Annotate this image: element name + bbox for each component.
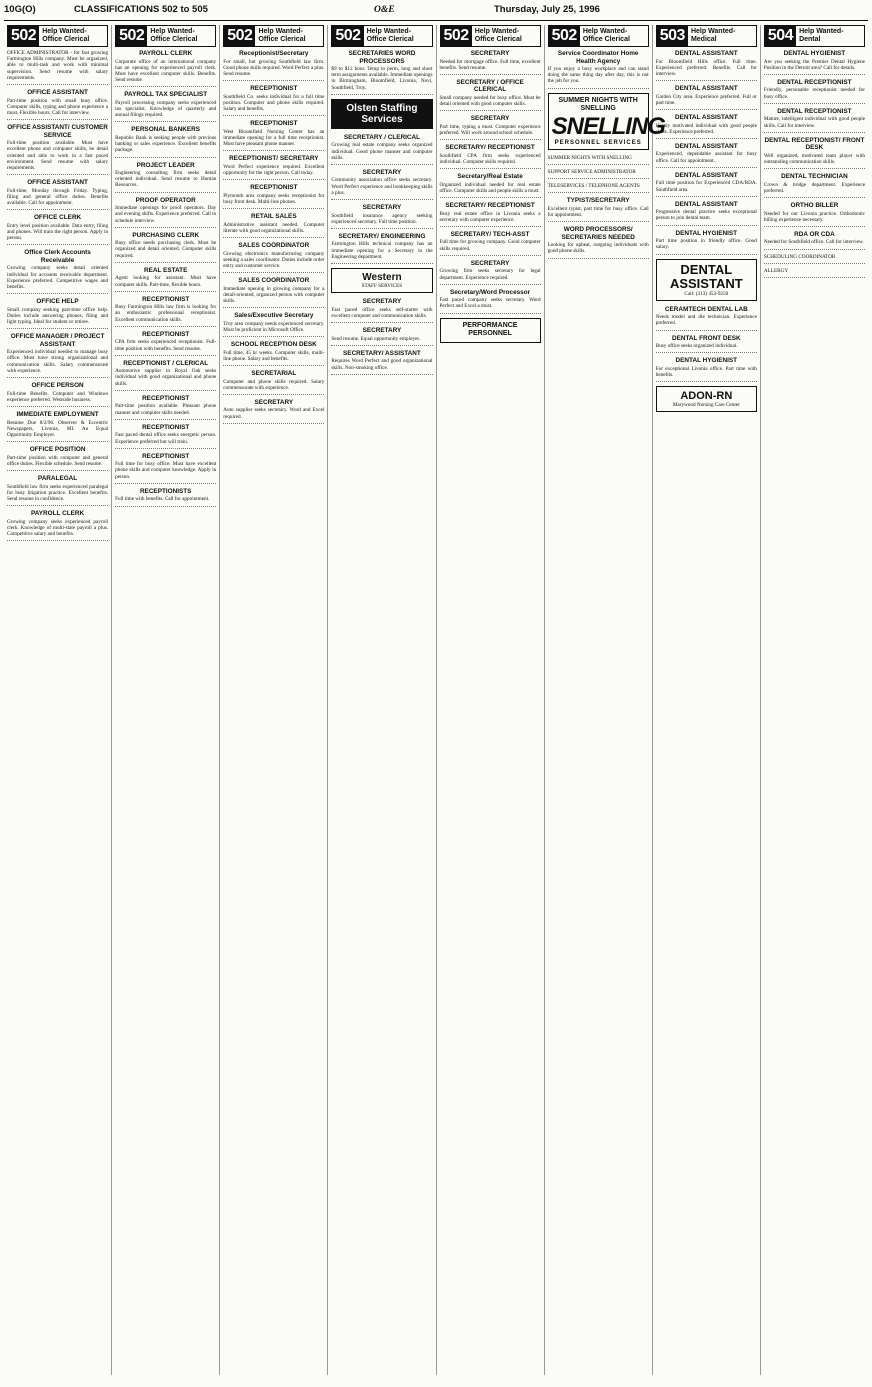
ad-title: PURCHASING CLERK	[132, 231, 200, 239]
adon-headline: ADON-RN	[680, 390, 733, 403]
ad-body: Full time with benefits. Call for appointment.	[115, 496, 210, 503]
category-label: Help Wanted- Office Clerical	[258, 28, 306, 43]
classified-ad	[115, 197, 216, 228]
dental-display-headline: DENTAL ASSISTANT	[669, 261, 743, 291]
ad-title: OFFICE HELP	[36, 298, 79, 306]
ad-title: SECRETARY	[362, 168, 402, 176]
ad-title: DENTAL HYGIENIST	[675, 357, 738, 365]
ad-body: Farmington Hills technical company has an immediate opening for a Secretary in the Engineering department.	[331, 241, 433, 260]
ad-body: Word Perfect experience required. Excellent opportunity for the right person. Call today.	[223, 163, 325, 177]
ad-body: Organized individual needed for real estate office. Computer skills and people skills a must.	[439, 181, 541, 194]
ad-title: OFFICE ASSISTANT/ CUSTOMER SERVICE	[7, 124, 108, 139]
ad-body: Southfield CPA firm seeks experienced individual. Computer skills required.	[439, 152, 541, 165]
classified-ad	[656, 335, 757, 354]
category-label: Help Wanted- Office Clerical	[474, 28, 522, 43]
ad-body: Fast paced dental office seeks energetic person. Experience preferred but will train.	[115, 432, 217, 445]
ad-title: RECEPTIONIST / CLERICAL	[123, 359, 209, 367]
category-label: Help Wanted- Office Clerical	[582, 28, 630, 43]
ad-title: PAYROLL TAX SPECIALIST	[124, 91, 208, 99]
adon-sub: Marywood Nursing Care Center	[672, 402, 740, 409]
classified-ad	[656, 230, 757, 255]
ad-title: SECRETARIAL	[251, 370, 297, 378]
ad-body: Highly motivated individual with good people skills. Experience preferred.	[655, 122, 757, 135]
classified-ad	[331, 50, 432, 95]
ad-body: Part time, typing a must. Computer experience preferred. Will work around school schedule.	[439, 123, 541, 137]
ad-title: Service Coordinator Home Health Agency	[557, 50, 639, 65]
classified-column	[653, 25, 761, 1375]
classified-ad	[7, 89, 108, 120]
category-number: 502	[116, 26, 147, 46]
ad-body: SCHEDULING COORDINATOR	[763, 253, 836, 260]
ad-title: PARALEGAL	[37, 475, 78, 483]
classified-ad	[656, 143, 757, 168]
category-number: 502	[549, 26, 580, 46]
classified-ad	[7, 446, 108, 471]
ad-body: Excellent typist, part time for busy office. Call for appointment.	[547, 205, 649, 218]
category-number: 503	[657, 26, 688, 46]
ad-body: Small company needed for busy office. Must be detail oriented with good computer skills.	[439, 94, 541, 108]
classified-ad	[223, 50, 324, 81]
classified-ad	[7, 382, 108, 407]
ad-title: RECEPTIONIST	[142, 394, 190, 402]
classified-ad	[7, 249, 108, 294]
ad-title: PAYROLL CLERK	[30, 510, 85, 518]
ad-body: SUMMER NIGHTS WITH SNELLING	[547, 154, 632, 161]
classified-ad	[115, 395, 216, 420]
ad-body: Busy real estate office in Livonia seeks a secretary with computer experience.	[439, 210, 541, 223]
classified-ad	[223, 277, 324, 308]
classified-ad	[223, 155, 324, 180]
classified-ad	[115, 267, 216, 292]
ad-body: Fast paced company seeks secretary. Word Perfect and Excel a must.	[439, 297, 541, 310]
ad-body: Looking for upbeat, outgoing individuals with good phone skills.	[547, 242, 649, 255]
ad-title: SECRETARY/ TECH-ASST	[450, 230, 530, 238]
ad-body: Mature, intelligent individual with good people skills. Call for interview.	[763, 116, 865, 129]
ad-title: PERSONAL BANKERS	[131, 126, 201, 134]
ad-title: DENTAL ASSISTANT	[675, 142, 738, 150]
classified-ad	[764, 173, 865, 198]
classified-ad	[7, 50, 108, 85]
ad-title: WORD PROCESSORS/ SECRETARIES NEEDED	[561, 226, 635, 241]
ad-title: CERAMTECH DENTAL LAB	[664, 305, 748, 313]
classified-ad	[656, 306, 757, 331]
ad-body: Part-time position available. Pleasant phone manner and computer skills needed.	[115, 403, 217, 416]
ad-body: Republic Bank is seeking people with previous banking or sales experience. Excellent benefits package.	[115, 134, 217, 154]
ad-title: RECEPTIONIST	[142, 295, 190, 303]
ad-title: PROJECT LEADER	[136, 161, 195, 169]
ad-title: RECEPTIONIST/ SECRETARY	[229, 155, 319, 163]
ad-title: SALES COORDINATOR	[238, 242, 310, 250]
classified-ad	[115, 91, 216, 122]
ad-body: Needed for Southfield office. Call for interview.	[763, 239, 864, 246]
ad-body: Full-time position available. Must have excellent phone and computer skills, be detail oriented and able to work in a fast paced environment. Send resume with salary requirements.	[7, 140, 109, 171]
classified-ad	[7, 298, 108, 329]
classified-ad	[115, 126, 216, 157]
ad-title: SECRETARY	[362, 298, 402, 306]
classified-column	[545, 25, 665, 1375]
ad-title: SECRETARY	[470, 50, 510, 57]
ad-title: DENTAL ASSISTANT	[675, 114, 738, 122]
ad-body: Full-time, Monday through Friday. Typing, filing and general office duties. Benefits available. Call for appointment.	[7, 187, 109, 207]
classified-ad	[331, 233, 432, 264]
ad-title: SECRETARY/ ENGINEERING	[338, 232, 426, 240]
page-header	[4, 4, 868, 21]
display-ad	[656, 386, 757, 412]
ad-title: DENTAL FRONT DESK	[671, 334, 741, 342]
classified-ad	[223, 370, 324, 395]
ad-title: RECEPTIONIST	[142, 423, 190, 431]
ad-body: Are you seeking the Premier Dental Hygiene Position in the Detroit area? Call for details.	[763, 58, 865, 71]
classified-ad	[331, 134, 432, 165]
ad-title: SECRETARY / OFFICE CLERICAL	[456, 78, 524, 94]
classified-ad	[548, 155, 649, 165]
ad-body: Fast paced office seeks self-starter with excellent computer and communication skills.	[331, 306, 433, 319]
ad-title: Sales/Executive Secretary	[234, 312, 314, 320]
category-heading	[115, 25, 216, 47]
classified-ad	[656, 85, 757, 110]
classified-ad	[115, 162, 216, 193]
ad-body: Immediate openings for proof operators. Day and evening shifts. Experience preferred. Call to schedule interview.	[115, 205, 217, 224]
ad-body: Troy area company needs experienced secretary. Must be proficient in Microsoft Office.	[223, 320, 325, 333]
category-heading	[548, 25, 649, 47]
classified-ad	[548, 183, 649, 193]
ad-title: DENTAL HYGIENIST	[675, 229, 738, 237]
ad-title: REAL ESTATE	[144, 266, 188, 274]
ad-body: For Bloomfield Hills office. Full time. Experienced preferred. Benefits. Call for interview.	[655, 58, 757, 77]
classified-ad	[656, 201, 757, 226]
category-heading	[223, 25, 324, 47]
ad-title: SALES COORDINATOR	[238, 277, 310, 285]
category-number: 504	[765, 26, 796, 46]
ad-title: Secretary/Word Processor	[449, 288, 531, 296]
classified-ad	[223, 399, 324, 424]
ad-title: DENTAL ASSISTANT	[675, 50, 738, 57]
ad-title: RECEPTIONIST	[250, 184, 298, 192]
ad-title: PROOF OPERATOR	[135, 196, 196, 204]
classified-ad	[764, 231, 865, 250]
classified-ad	[656, 172, 757, 197]
ad-title: RECEPTIONISTS	[139, 487, 192, 495]
ad-title: SECRETARY / CLERICAL	[343, 133, 421, 141]
classified-ad	[223, 85, 324, 116]
classified-ad	[548, 50, 649, 89]
classified-ad	[7, 179, 108, 210]
ad-body: Auto supplier seeks secretary. Word and Excel required.	[223, 407, 325, 420]
classified-ad	[656, 357, 757, 382]
ad-body: Growing real estate company seeks organized individual. Good phone manner and computer skills.	[331, 142, 433, 161]
ad-title: Receptionist/Secretary	[239, 50, 309, 57]
ad-body: Payroll processing company seeks experienced tax specialist. Knowledge of quarterly and annual filings required.	[115, 99, 217, 119]
classified-ad	[223, 120, 324, 151]
classified-column	[761, 25, 868, 1375]
classified-ad	[7, 124, 108, 175]
ad-title: Office Clerk Accounts Receivable	[24, 249, 91, 264]
ad-body: Full time position for Experienced CDA/RDA. Southfield area.	[655, 180, 757, 193]
classified-ad	[223, 213, 324, 238]
ad-body: Growing firm seeks secretary for legal department. Experience required.	[439, 268, 541, 281]
ad-body: SUPPORT SERVICE ADMINISTRATOR	[547, 168, 636, 175]
category-label: Help Wanted- Office Clerical	[150, 28, 198, 43]
classified-ad	[764, 268, 865, 278]
dental-display-phone: Call: (313) 453-9250	[684, 290, 729, 297]
classified-ad	[7, 214, 108, 245]
ad-title: RDA OR CDA	[794, 230, 835, 238]
classified-ad	[440, 173, 541, 198]
ad-body: Immediate opening in growing company for a detail-oriented, organized person with computer skills.	[223, 285, 325, 305]
ad-body: Crown & bridge department. Experience preferred.	[763, 181, 865, 194]
ad-body: Busy office seeks organized individual.	[655, 343, 738, 350]
page-number: 10G(O)	[4, 4, 36, 15]
ad-title: OFFICE PERSON	[31, 382, 84, 390]
ad-body: Computer and phone skills required. Salary commensurate with experience.	[223, 378, 325, 391]
ad-body: Needed for our Livonia practice. Orthodontic billing experience necessary.	[763, 210, 865, 223]
classified-ad	[331, 298, 432, 323]
display-ad	[548, 93, 665, 150]
ad-body: Community association office seeks secretary. Word Perfect experience and bookkeeping skills a plus.	[331, 177, 433, 196]
ad-body: Needs model and die technician. Experience preferred.	[655, 314, 757, 327]
classified-ad	[331, 350, 432, 375]
classified-ad	[440, 231, 541, 256]
ad-title: SECRETARY	[470, 259, 510, 267]
category-heading	[656, 25, 757, 47]
ad-body: Experienced, dependable assistant for busy office. Call for appointment.	[655, 151, 757, 164]
ad-title: DENTAL ASSISTANT	[675, 200, 738, 208]
classified-ad	[7, 475, 108, 506]
ad-body: Well organized, motivated team player with outstanding communication skills.	[763, 152, 865, 165]
ad-body: Growing electronics manufacturing company seeking a sales coordinator. Duties include order entry and customer service.	[223, 250, 325, 269]
classified-ad	[764, 137, 865, 169]
ad-body: Southfield Co. seeks individual for a full time position. Computer and phone skills required. Salary and benefits.	[223, 93, 325, 113]
ad-title: SECRETARY	[254, 398, 294, 406]
ad-body: Engineering consulting firm seeks detail oriented individual. Send resume to Human Resources.	[115, 170, 217, 189]
classified-ad	[223, 184, 324, 209]
classified-ad	[7, 411, 108, 442]
ad-title: ORTHO BILLER	[790, 202, 839, 210]
display-ad	[331, 99, 432, 129]
classified-ad	[656, 114, 757, 139]
category-label: Help Wanted- Office Clerical	[42, 28, 90, 43]
ad-body: Part-time position with computer and general office duties. Flexible schedule. Send resume.	[7, 454, 109, 467]
ad-title: SECRETARIES WORD PROCESSORS	[348, 50, 416, 65]
section-title: CLASSIFICATIONS 502 to 505	[74, 4, 208, 15]
classified-ad	[764, 79, 865, 104]
ad-title: SECRETARY/ RECEPTIONIST	[445, 144, 535, 152]
classified-ad	[440, 115, 541, 140]
classified-columns	[4, 25, 868, 1375]
category-label: Help Wanted- Dental	[799, 28, 844, 43]
ad-body: Small company seeking part-time office help. Duties include answering phones, filing and light typing. Ideal for student or retiree.	[7, 306, 109, 326]
ad-title: SCHOOL RECEPTION DESK	[230, 341, 317, 349]
ad-body: Agent looking for assistant. Must have computer skills. Part-time, flexible hours.	[115, 275, 217, 288]
ad-body: Busy office needs purchasing clerk. Must be organized and detail oriented. Computer skills required.	[115, 240, 217, 259]
ad-body: Growing company seeks detail oriented individual for accounts receivable department. Experience preferred. Competitive wages and benefits.	[7, 265, 109, 290]
ad-body: Garden City area. Experience preferred. Full or part time.	[655, 93, 757, 106]
ad-title: SECRETARY	[362, 327, 402, 335]
category-number: 502	[441, 26, 472, 46]
ad-body: TELESERVICES / TELEPHONE AGENTS	[547, 183, 640, 190]
western-logo: Western	[362, 272, 402, 284]
ad-title: DENTAL ASSISTANT	[675, 85, 738, 93]
classified-ad	[115, 50, 216, 87]
western-sub: STAFF SERVICES	[361, 283, 403, 290]
classified-ad	[548, 226, 649, 258]
snelling-headline: SUMMER NIGHTS WITH SNELLING	[558, 96, 638, 113]
display-ad	[656, 259, 757, 301]
ad-title: DENTAL RECEPTIONIST	[777, 107, 852, 115]
newspaper-name: O&E	[374, 5, 395, 15]
snelling-sub: PERSONNEL SERVICES	[554, 139, 642, 146]
ad-body: Full time for busy office. Must have excellent phone skills and computer knowledge. Apply in person.	[115, 461, 217, 480]
olsten-logo: Olsten Staffing Services	[346, 102, 418, 125]
ad-body: Entry level position available. Data entry, filing and phones. Will train the right person. Apply in person.	[7, 222, 109, 242]
ad-body: Part time position in friendly office. Good salary.	[655, 238, 757, 251]
classified-ad	[115, 488, 216, 507]
ad-title: DENTAL RECEPTIONIST	[777, 78, 852, 86]
classified-ad	[115, 331, 216, 356]
classified-column	[4, 25, 112, 1375]
ad-body: Full time, 45 hr weeks. Computer skills, multi-line phone. Salary and benefits.	[223, 349, 325, 362]
classified-ad	[223, 312, 324, 337]
classified-ad	[440, 79, 541, 111]
classified-ad	[115, 453, 216, 484]
classified-ad	[764, 50, 865, 75]
ad-title: SECRETARY	[470, 115, 510, 123]
ad-title: OFFICE ASSISTANT	[27, 89, 88, 97]
ad-body: Progressive dental practice seeks exceptional person to join dental team.	[655, 209, 757, 222]
classified-ad	[331, 327, 432, 346]
classified-ad	[764, 202, 865, 227]
ad-title: PAYROLL CLERK	[139, 50, 193, 57]
ad-title: Secretary/Real Estate	[457, 173, 523, 181]
ad-title: DENTAL HYGIENIST	[783, 50, 846, 57]
classified-ad	[7, 510, 108, 541]
ad-title: DENTAL ASSISTANT	[675, 171, 738, 179]
classified-ad	[115, 424, 216, 449]
category-label: Help Wanted- Office Clerical	[366, 28, 414, 43]
ad-body: Requires Word Perfect and good organizational skills. Non-smoking office.	[331, 358, 433, 371]
ad-title: SECRETARY/ ASSISTANT	[343, 349, 421, 357]
category-heading	[7, 25, 108, 47]
ad-body: Needed for mortgage office. Full time, excellent benefits. Send resume.	[439, 58, 541, 71]
ad-body: CPA firm seeks experienced receptionist. Full-time position with benefits. Send resume.	[115, 339, 217, 352]
ad-body: OFFICE ADMINISTRATOR - for fast growing Farmington Hills company. Must be organized, able to multi-task and work with minimal supervision. Send resume with salary requirements.	[7, 50, 109, 81]
ad-title: OFFICE MANAGER / PROJECT ASSISTANT	[10, 333, 105, 348]
ad-body: Friendly, personable receptionist needed for busy office.	[763, 87, 865, 100]
ad-title: SECRETARY/ RECEPTIONIST	[445, 202, 535, 210]
display-ad	[331, 268, 432, 293]
classified-column	[328, 25, 436, 1375]
classified-column	[220, 25, 328, 1375]
classified-ad	[548, 169, 649, 179]
display-ad	[440, 318, 541, 343]
category-heading	[440, 25, 541, 47]
ad-title: OFFICE POSITION	[29, 446, 86, 454]
ad-body: Administrative assistant needed. Computer literate with good organizational skills.	[223, 221, 325, 234]
ad-title: DENTAL TECHNICIAN	[781, 173, 848, 181]
classified-ad	[764, 254, 865, 264]
category-number: 502	[332, 26, 363, 46]
classified-ad	[548, 197, 649, 222]
ad-body: Plymouth area company seeks receptionist for busy front desk. Multi-line phones.	[223, 192, 325, 205]
ad-body: Corporate office of an international company has an opening for experienced payroll clerk. Must have excellent computer skills. Benefits. Send resume.	[115, 58, 217, 84]
category-heading	[764, 25, 865, 47]
snelling-logo: SNELLING	[551, 112, 665, 140]
classified-ad	[331, 204, 432, 229]
ad-body: Full time for growing company. Good computer skills required.	[439, 239, 541, 252]
classified-ad	[440, 50, 541, 75]
ad-body: For small, but growing Southfield law firm. Good phone skills required. Word Perfect a plus. Send resume.	[223, 58, 325, 77]
newspaper-page	[4, 4, 868, 1379]
ad-title: RETAIL SALES	[251, 213, 297, 221]
ad-body: Send resume. Equal opportunity employer.	[331, 335, 421, 342]
classified-ad	[223, 242, 324, 273]
ad-title: RECEPTIONIST	[250, 120, 298, 128]
ad-body: West Bloomfield Nursing Center has an immediate opening for a full time receptionist. Must have pleasant phone manner.	[223, 128, 325, 148]
classified-ad	[223, 341, 324, 366]
ad-body: Busy Farmington Hills law firm is looking for an enthusiastic professional receptionist. Excellent communication skills.	[115, 304, 217, 323]
ad-body: Automotive supplier in Royal Oak seeks individual with good organizational and phone skills.	[115, 368, 217, 387]
ad-title: OFFICE CLERK	[33, 214, 82, 222]
ad-title: OFFICE ASSISTANT	[27, 179, 88, 187]
ad-body: For exceptional Livonia office. Part time with benefits.	[655, 365, 757, 379]
ad-body: Southfield law firm seeks experienced paralegal for busy litigation practice. Excellent benefits. Send resume in confidence.	[7, 483, 109, 502]
performance-logo: PERFORMANCE PERSONNEL	[462, 321, 518, 338]
ad-body: If you enjoy a busy workplace and can stand doing the same thing day after day, this is not the job for you.	[547, 66, 649, 85]
ad-body: Part-time position with small busy office. Computer skills, typing and phone experience a must. Flexible hours. Call for interview.	[7, 97, 109, 116]
ad-title: TYPIST/SECRETARY	[566, 197, 630, 205]
classified-ad	[656, 50, 757, 81]
ad-title: IMMEDIATE EMPLOYMENT	[16, 411, 99, 418]
ad-body: Southfield insurance agency seeking experienced secretary. Full time position.	[331, 212, 433, 225]
classified-ad	[440, 260, 541, 285]
ad-body: ALLERGY	[763, 267, 789, 274]
ad-title: SECRETARY	[362, 204, 402, 212]
ad-title: RECEPTIONIST	[142, 330, 190, 338]
classified-ad	[115, 360, 216, 391]
ad-title: RECEPTIONIST	[250, 85, 298, 93]
classified-column	[112, 25, 220, 1375]
classified-column	[437, 25, 545, 1375]
ad-body: Experienced individual needed to manage busy office. Must have strong organizational and communication skills. Salary commensurate with experience.	[7, 349, 109, 374]
category-heading	[331, 25, 432, 47]
classified-ad	[115, 232, 216, 263]
classified-ad	[331, 169, 432, 200]
classified-ad	[440, 202, 541, 227]
ad-body: Growing company seeks experienced payroll clerk. Knowledge of multi-state payroll a plus. Competitive salary and benefits.	[7, 518, 109, 538]
classified-ad	[440, 289, 541, 314]
issue-date: Thursday, July 25, 1996	[494, 4, 600, 15]
category-number: 502	[8, 26, 39, 46]
category-label: Help Wanted- Medical	[690, 28, 736, 43]
ad-body: Resume Due 8/2/96. Observer & Eccentric Newspapers, Livonia, MI. An Equal Opportunity Employer.	[7, 419, 109, 438]
ad-body: Full-time Benefits. Computer and Windows experience preferred. Westside business.	[7, 390, 109, 403]
classified-ad	[115, 296, 216, 327]
classified-ad	[764, 108, 865, 133]
ad-title: RECEPTIONIST	[142, 452, 190, 460]
category-number: 502	[224, 26, 255, 46]
classified-ad	[440, 144, 541, 169]
ad-body: $9 to $12 hour. Temp to perm, long and short term assignments available. Immediate openings in Birmingham, Bloomfield, Livonia, Novi, Southfield, Troy.	[331, 66, 433, 91]
classified-ad	[7, 333, 108, 378]
ad-title: DENTAL RECEPTIONIST/ FRONT DESK	[764, 136, 865, 152]
